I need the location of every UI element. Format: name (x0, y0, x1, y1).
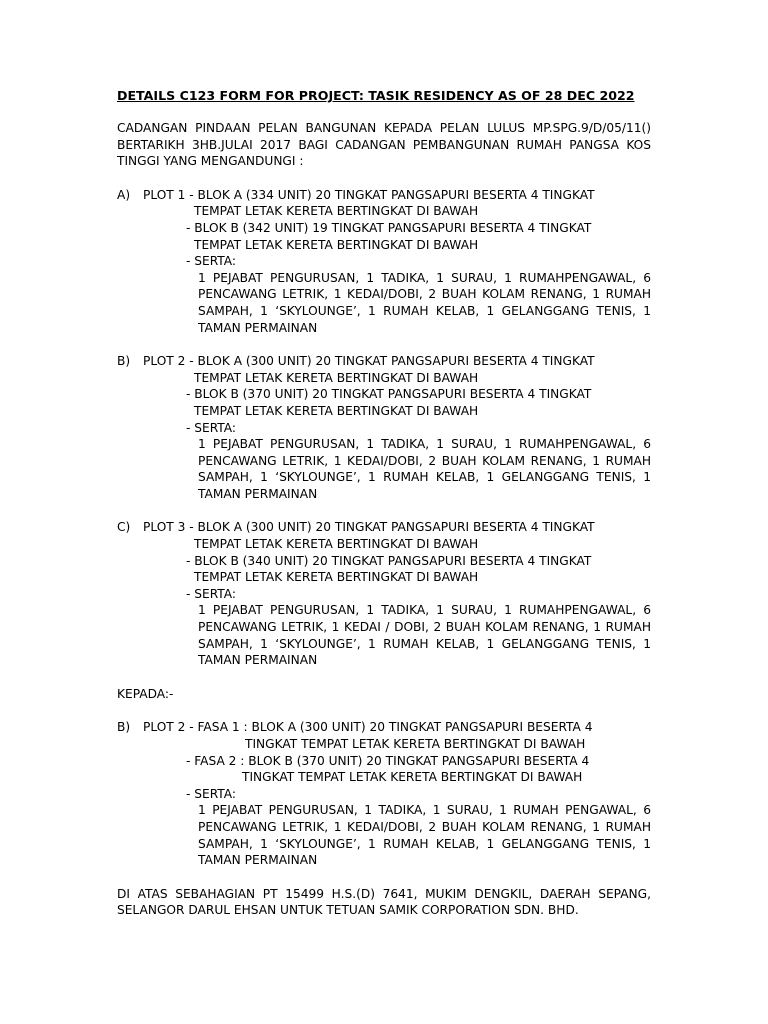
serta-label: - SERTA: (186, 254, 237, 269)
plot-letter: B) (117, 720, 131, 735)
plot-block-b: - BLOK B (340 UNIT) 20 TINGKAT PANGSAPURI BESERTA 4 TINGKAT (186, 553, 592, 568)
fasa-1-cont: TINGKAT TEMPAT LETAK KERETA BERTINGKAT DI BAWAH (245, 737, 586, 751)
plot-block-a-cont: TEMPAT LETAK KERETA BERTINGKAT DI BAWAH (194, 537, 479, 552)
fasa-line (117, 719, 651, 736)
fasa-2-cont: TINGKAT TEMPAT LETAK KERETA BERTINGKAT DI BAWAH (242, 770, 583, 785)
document-title: DETAILS C123 FORM FOR PROJECT: TASIK RESIDENCY AS OF 28 DEC 2022 (117, 88, 635, 103)
plot-block-b: - BLOK B (342 UNIT) 19 TINGKAT PANGSAPURI BESERTA 4 TINGKAT (186, 220, 592, 235)
facilities-list: 1 PEJABAT PENGURUSAN, 1 TADIKA, 1 SURAU, 1 RUMAHPENGAWAL, 6 PENCAWANG LETRIK, 1 KEDAI / DOBI, 2 BUAH KOLAM RENANG, 1 RUMAH SAMPAH, 1 ‘SKYLOUNGE’, 1 RUMAH KELAB, 1 GELANGGANG TENIS, 1 TAMAN PERMAINAN (198, 603, 651, 668)
plot-section-c (117, 519, 651, 668)
kepada-heading: KEPADA:- (117, 686, 174, 701)
plot-line (117, 187, 651, 204)
plot-block-b-cont: TEMPAT LETAK KERETA BERTINGKAT DI BAWAH (194, 570, 479, 585)
closing-paragraph: DI ATAS SEBAHAGIAN PT 15499 H.S.(D) 7641, MUKIM DENGKIL, DAERAH SEPANG, SELANGOR DARUL EHSAN UNTUK TETUAN SAMIK CORPORATION SDN. BHD. (117, 886, 651, 918)
plot-line (117, 519, 651, 536)
plot-block-a-cont: TEMPAT LETAK KERETA BERTINGKAT DI BAWAH (194, 370, 479, 385)
intro-paragraph: CADANGAN PINDAAN PELAN BANGUNAN KEPADA PELAN LULUS MP.SPG.9/D/05/11() BERTARIKH 3HB.JULAI 2017 BAGI CADANGAN PEMBANGUNAN RUMAH PANGSA KOS TINGGI YANG MENGANDUNGI : (117, 121, 651, 169)
serta-label: - SERTA: (186, 786, 237, 801)
plot-block-a-cont: TEMPAT LETAK KERETA BERTINGKAT DI BAWAH (194, 204, 479, 219)
plot-section-a (117, 187, 651, 336)
plot-block-a: PLOT 1 - BLOK A (334 UNIT) 20 TINGKAT PANGSAPURI BESERTA 4 TINGKAT (143, 187, 595, 202)
plot-block-a: PLOT 2 - BLOK A (300 UNIT) 20 TINGKAT PANGSAPURI BESERTA 4 TINGKAT (143, 354, 595, 369)
fasa-1: PLOT 2 - FASA 1 : BLOK A (300 UNIT) 20 TINGKAT PANGSAPURI BESERTA 4 (143, 720, 593, 735)
document-page (117, 86, 651, 936)
facilities-list: 1 PEJABAT PENGURUSAN, 1 TADIKA, 1 SURAU, 1 RUMAHPENGAWAL, 6 PENCAWANG LETRIK, 1 KEDAI/DOBI, 2 BUAH KOLAM RENANG, 1 RUMAH SAMPAH, 1 ‘SKYLOUNGE’, 1 RUMAH KELAB, 1 GELANGGANG TENIS, 1 TAMAN PERMAINAN (198, 437, 651, 501)
plot-block-b-cont: TEMPAT LETAK KERETA BERTINGKAT DI BAWAH (194, 237, 479, 252)
plot-block-b: - BLOK B (370 UNIT) 20 TINGKAT PANGSAPURI BESERTA 4 TINGKAT (186, 387, 592, 402)
serta-label: - SERTA: (186, 420, 237, 435)
plot-block-a: PLOT 3 - BLOK A (300 UNIT) 20 TINGKAT PANGSAPURI BESERTA 4 TINGKAT (143, 520, 595, 535)
fasa-2: - FASA 2 : BLOK B (370 UNIT) 20 TINGKAT PANGSAPURI BESERTA 4 (186, 753, 590, 768)
plot-letter: A) (117, 187, 131, 202)
facilities-list: 1 PEJABAT PENGURUSAN, 1 TADIKA, 1 SURAU, 1 RUMAHPENGAWAL, 6 PENCAWANG LETRIK, 1 KEDAI/DOBI, 2 BUAH KOLAM RENANG, 1 RUMAH SAMPAH, 1 ‘SKYLOUNGE’, 1 RUMAH KELAB, 1 GELANGGANG TENIS, 1 TAMAN PERMAINAN (198, 270, 651, 335)
plot-block-b-cont: TEMPAT LETAK KERETA BERTINGKAT DI BAWAH (194, 403, 479, 418)
plot-letter: C) (117, 520, 131, 535)
serta-label: - SERTA: (186, 586, 237, 601)
plot-section-b (117, 353, 651, 502)
plot-letter: B) (117, 354, 131, 369)
plot-line (117, 353, 651, 370)
amended-plot-section (117, 719, 651, 868)
facilities-list: 1 PEJABAT PENGURUSAN, 1 TADIKA, 1 SURAU, 1 RUMAH PENGAWAL, 6 PENCAWANG LETRIK, 1 KEDAI/DOBI, 2 BUAH KOLAM RENANG, 1 RUMAH SAMPAH, 1 ‘SKYLOUNGE’, 1 RUMAH KELAB, 1 GELANGGANG TENIS, 1 TAMAN PERMAINAN (198, 803, 651, 868)
